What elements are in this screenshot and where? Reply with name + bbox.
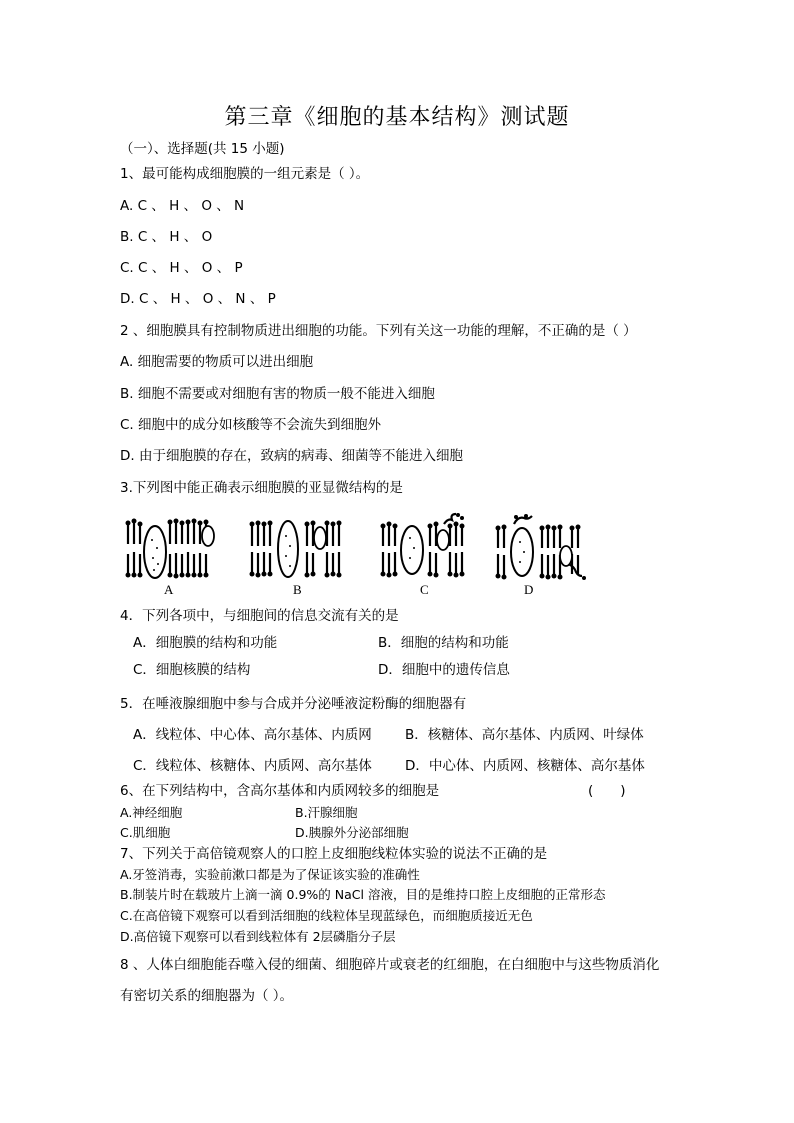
q6-stem: 6、在下列结构中，含高尔基体和内质网较多的细胞是 <box>120 783 440 799</box>
q2-option-d: D. 由于细胞膜的存在，致病的病毒、细菌等不能进入细胞 <box>120 448 463 464</box>
q4-stem: 4．下列各项中，与细胞间的信息交流有关的是 <box>120 608 399 624</box>
q6-option-b: B.汗腺细胞 <box>295 805 358 820</box>
q6-option-d: D.胰腺外分泌部细胞 <box>295 825 409 840</box>
figure-label-a: A <box>164 582 174 597</box>
q2-option-c: C. 细胞中的成分如核酸等不会流失到细胞外 <box>120 417 382 433</box>
q4-option-b: B．细胞的结构和功能 <box>378 635 509 651</box>
figure-label-c: C <box>420 582 429 597</box>
membrane-figure-c <box>378 510 473 580</box>
membrane-figure-d <box>492 512 590 582</box>
membrane-figure-a <box>124 518 216 580</box>
section-heading: （一）、选择题(共 15 小题) <box>120 141 285 157</box>
q7-option-a: A.牙签消毒，实验前漱口都是为了保证该实验的准确性 <box>120 867 420 882</box>
q7-option-d: D.高倍镜下观察可以看到线粒体有 2层磷脂分子层 <box>120 929 396 944</box>
q6-option-c: C.肌细胞 <box>120 825 171 840</box>
q1-option-d: D. C 、 H 、 O 、 N 、 P <box>120 291 276 307</box>
q1-option-c: C. C 、 H 、 O 、 P <box>120 260 243 276</box>
q6-option-a: A.神经细胞 <box>120 805 183 820</box>
q7-stem: 7、下列关于高倍镜观察人的口腔上皮细胞线粒体实验的说法不正确的是 <box>120 846 548 862</box>
q5-stem: 5．在唾液腺细胞中参与合成并分泌唾液淀粉酶的细胞器有 <box>120 696 467 712</box>
q5-option-c: C．线粒体、核糖体、内质网、高尔基体 <box>133 758 372 774</box>
q8-stem-line2: 有密切关系的细胞器为（ ）。 <box>120 988 294 1004</box>
q5-option-b: B．核糖体、高尔基体、内质网、叶绿体 <box>405 727 644 743</box>
q1-option-b: B. C 、 H 、 O <box>120 229 213 245</box>
q2-option-b: B. 细胞不需要或对细胞有害的物质一般不能进入细胞 <box>120 386 435 402</box>
q1-option-a: A. C 、 H 、 O 、 N <box>120 198 245 214</box>
q3-stem: 3.下列图中能正确表示细胞膜的亚显微结构的是 <box>120 480 403 496</box>
membrane-figure-b <box>247 518 347 580</box>
q2-stem: 2 、细胞膜具有控制物质进出细胞的功能。下列有关这一功能的理解，不正确的是（ ） <box>120 323 637 339</box>
q4-option-c: C．细胞核膜的结构 <box>133 662 251 678</box>
q7-option-b: B.制装片时在载玻片上滴一滴 0.9%的 NaCl 溶液，目的是维持口腔上皮细胞的正常形态 <box>120 887 606 902</box>
q6-answer-bracket: ( ) <box>588 783 626 799</box>
page-title: 第三章《细胞的基本结构》测试题 <box>224 105 570 130</box>
q5-option-a: A．线粒体、中心体、高尔基体、内质网 <box>133 727 372 743</box>
q4-option-d: D．细胞中的遗传信息 <box>378 662 510 678</box>
q7-option-c: C.在高倍镜下观察可以看到活细胞的线粒体呈现蓝绿色，而细胞质接近无色 <box>120 908 533 923</box>
q8-stem-line1: 8 、人体白细胞能吞噬入侵的细菌、细胞碎片或衰老的红细胞，在白细胞中与这些物质消化 <box>120 957 660 973</box>
figure-label-d: D <box>524 582 534 597</box>
q1-stem: 1、最可能构成细胞膜的一组元素是（ ）。 <box>120 166 370 182</box>
q2-option-a: A. 细胞需要的物质可以进出细胞 <box>120 354 314 370</box>
q4-option-a: A．细胞膜的结构和功能 <box>133 635 278 651</box>
figure-label-b: B <box>293 582 302 597</box>
q5-option-d: D．中心体、内质网、核糖体、高尔基体 <box>405 758 645 774</box>
